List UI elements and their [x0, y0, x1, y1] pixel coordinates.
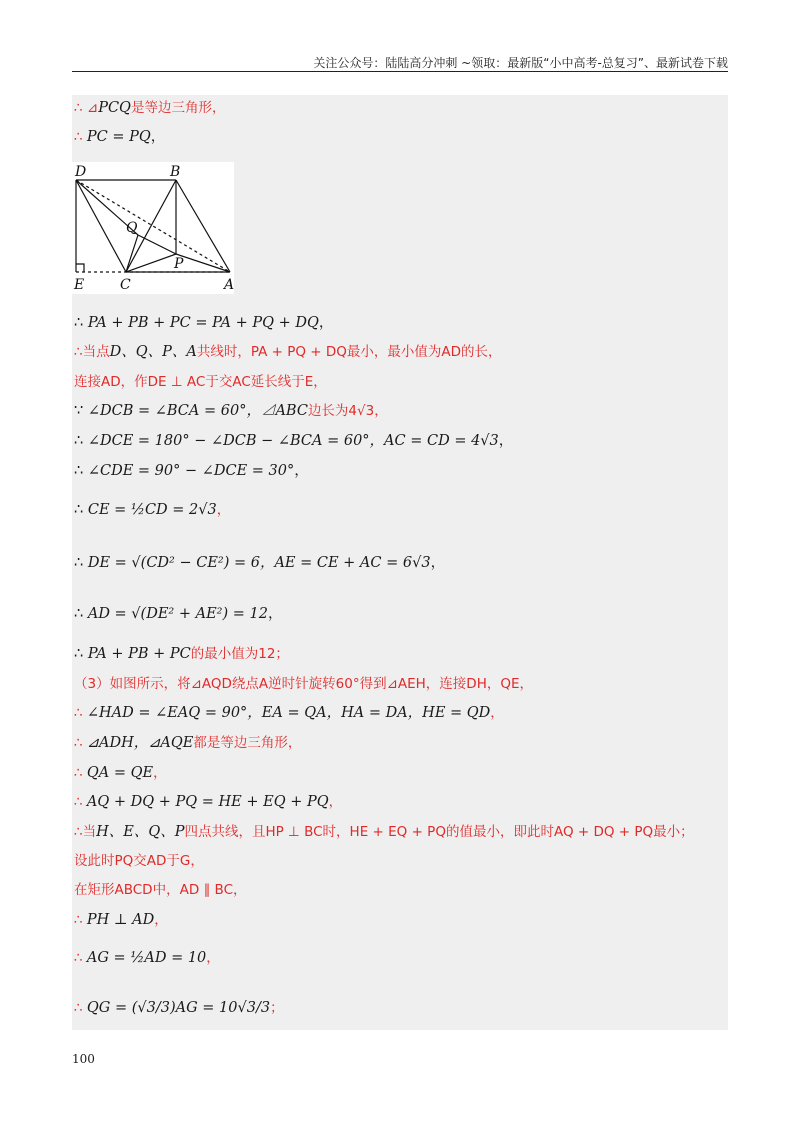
solution-line: 连接AD，作DE ⊥ AC于交AC延长线于E， — [74, 374, 327, 390]
solution-line: ∴ ∠CDE = 90° − ∠DCE = 30°， — [74, 463, 309, 479]
solution-line: ∴ PA + PB + PC的最小值为12； — [74, 646, 289, 662]
label-C: C — [120, 277, 131, 293]
label-E: E — [74, 277, 85, 293]
solution-line: ∴ ∠DCE = 180° − ∠DCB − ∠BCA = 60°，AC = CD = 4√3， — [74, 433, 514, 449]
solution-line: ∴ QG = (√3/3)AG = 10√3/3； — [74, 1000, 284, 1016]
solution-line: 设此时PQ交AD于G， — [74, 853, 204, 869]
solution-line: ∴ PH ⊥ AD， — [74, 912, 168, 928]
label-B: B — [170, 164, 181, 180]
solution-line: ∵ ∠DCB = ∠BCA = 60°，⊿ABC边长为4√3， — [74, 403, 388, 419]
label-A: A — [224, 277, 234, 293]
label-P: P — [174, 256, 184, 272]
rectangle-triangle-diagram — [72, 162, 234, 294]
solution-line: （3）如图所示，将⊿AQD绕点A逆时针旋转60°得到⊿AEH，连接DH，QE， — [74, 676, 534, 692]
solution-line: ∴ ∠HAD = ∠EAQ = 90°，EA = QA，HA = DA，HE = QD， — [74, 705, 504, 721]
solution-line: 在矩形ABCD中，AD ∥ BC， — [74, 882, 247, 898]
label-D: D — [75, 164, 87, 180]
page-header: 关注公众号：陆陆高分冲刺 ~领取：最新版“小中高考-总复习”、最新试卷下载 — [313, 56, 728, 70]
solution-line: ∴ AD = √(DE² + AE²) = 12， — [74, 606, 283, 622]
solution-line: ∴ PA + PB + PC = PA + PQ + DQ， — [74, 315, 334, 331]
solution-line: ∴ CE = ½CD = 2√3， — [74, 502, 231, 518]
page-number: 100 — [72, 1052, 95, 1066]
solution-line: ∴ ⊿ADH，⊿AQE都是等边三角形， — [74, 735, 302, 751]
label-Q: Q — [126, 220, 138, 236]
solution-line: ∴当点D、Q、P、A共线时，PA + PQ + DQ最小，最小值为AD的长， — [74, 344, 502, 360]
header-divider — [72, 71, 728, 72]
solution-line: ∴ AG = ½AD = 10， — [74, 950, 220, 966]
solution-line: ∴ ⊿PCQ是等边三角形， — [74, 100, 226, 116]
solution-line: ∴ AQ + DQ + PQ = HE + EQ + PQ， — [74, 794, 343, 810]
solution-line: ∴ PC = PQ， — [74, 129, 166, 145]
geometry-figure — [72, 162, 234, 294]
solution-line: ∴当H、E、Q、P四点共线，且HP ⊥ BC时，HE + EQ + PQ的值最小，即此时AQ + DQ + PQ最小； — [74, 824, 694, 840]
solution-line: ∴ DE = √(CD² − CE²) = 6，AE = CE + AC = 6√3， — [74, 555, 446, 571]
solution-line: ∴ QA = QE， — [74, 765, 167, 781]
